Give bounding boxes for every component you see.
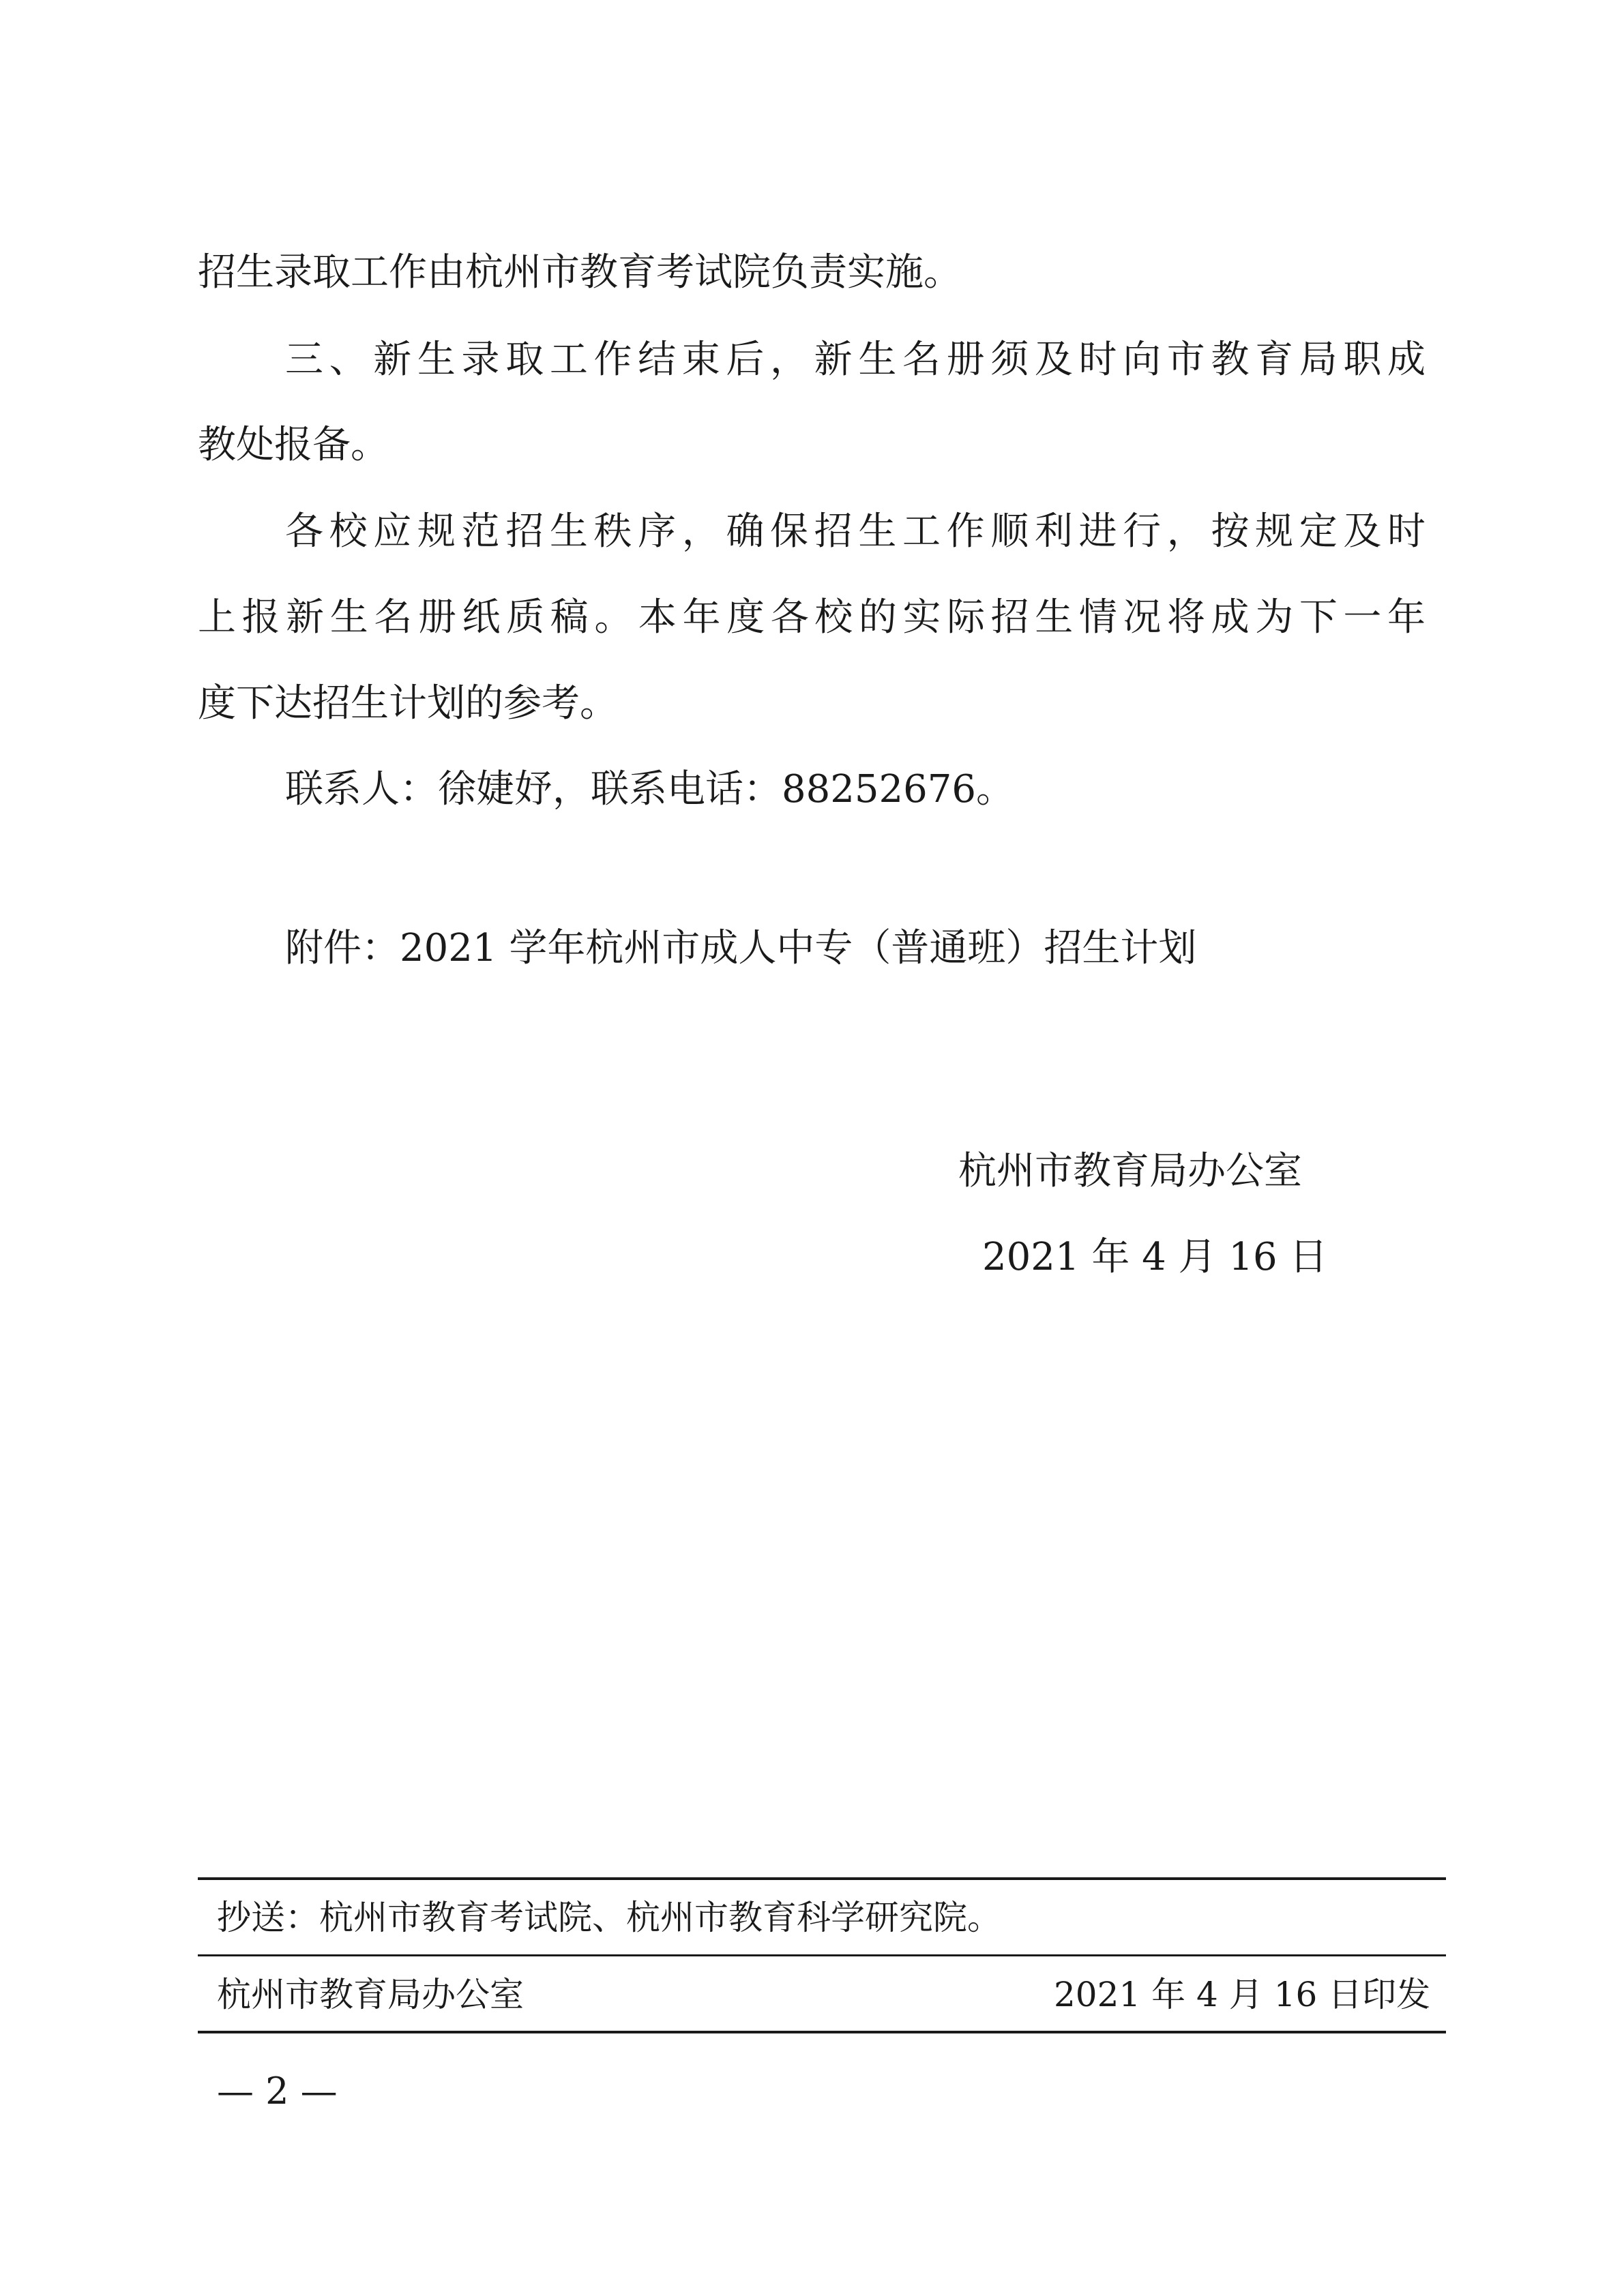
contact-line: 联系人：徐婕妤，联系电话：88252676。: [285, 767, 1015, 811]
body-paragraph-3-line-1: 各校应规范招生秩序，确保招生工作顺利进行，按规定及时: [285, 509, 1426, 554]
body-paragraph-3-line-3: 度下达招生计划的参考。: [198, 681, 618, 726]
body-paragraph-3-line-2: 上报新生名册纸质稿。本年度各校的实际招生情况将成为下一年: [198, 595, 1426, 640]
signature-office: 杭州市教育局办公室: [958, 1149, 1302, 1193]
footer-middle-rule: [198, 1954, 1446, 1956]
footer-top-rule: [198, 1877, 1446, 1880]
footer-bottom-rule: [198, 2031, 1446, 2033]
body-paragraph-1-line-1: 招生录取工作由杭州市教育考试院负责实施。: [198, 250, 962, 295]
signature-date: 2021 年 4 月 16 日: [982, 1235, 1328, 1279]
cc-line: 抄送：杭州市教育考试院、杭州市教育科学研究院。: [217, 1898, 1001, 1937]
page-number: — 2 —: [217, 2070, 338, 2113]
body-paragraph-2-line-1: 三、新生录取工作结束后，新生名册须及时向市教育局职成: [285, 338, 1426, 382]
issuer-name: 杭州市教育局办公室: [217, 1975, 524, 2014]
attachment-line: 附件：2021 学年杭州市成人中专（普通班）招生计划: [285, 926, 1197, 970]
issue-date: 2021 年 4 月 16 日印发: [1054, 1975, 1431, 2014]
body-paragraph-2-line-2: 教处报备。: [198, 423, 389, 467]
